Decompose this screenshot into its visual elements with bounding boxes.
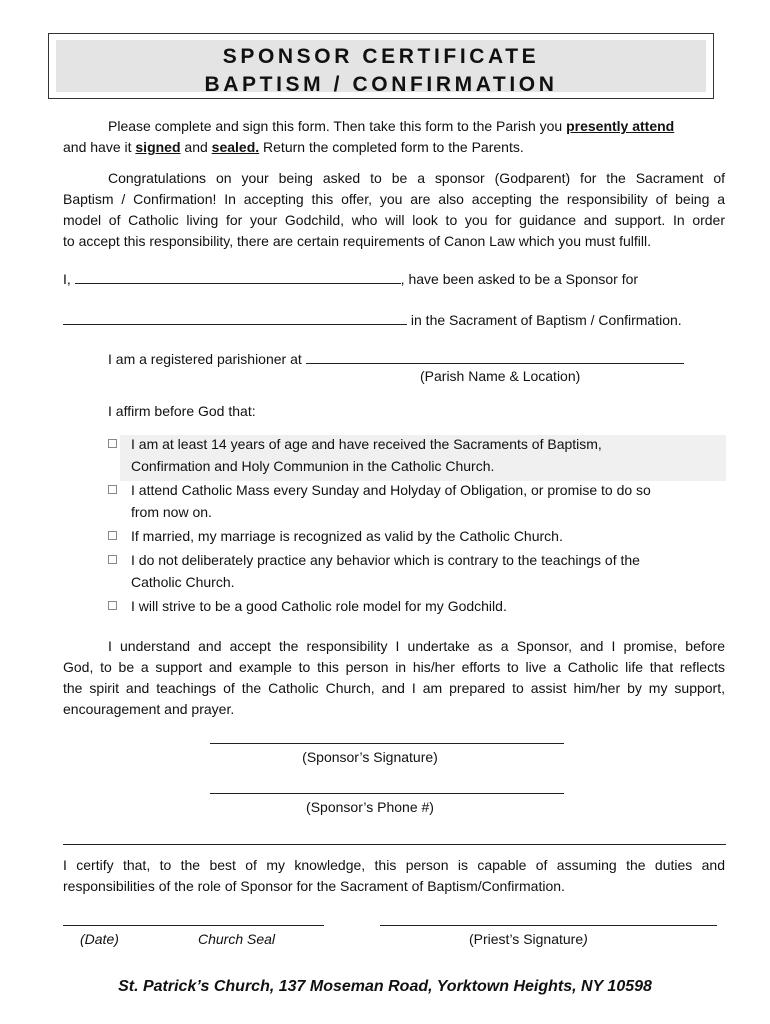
- affirmation-3-line-1: If married, my marriage is recognized as valid by the Catholic Church.: [131, 528, 563, 544]
- signed-emphasis: signed: [135, 139, 181, 155]
- instructions-text-2: and have it: [63, 139, 136, 155]
- checkbox-2[interactable]: [108, 485, 117, 494]
- date-seal-line[interactable]: [63, 925, 324, 926]
- section-divider: [63, 844, 726, 845]
- parish-line: [108, 349, 770, 370]
- instructions-text-3: Return the completed form to the Parents.: [259, 139, 524, 155]
- sponsor-name-field[interactable]: [75, 270, 401, 284]
- godchild-name-line: [63, 310, 725, 331]
- certify-line-2: responsibilities of the role of Sponsor for the Sacrament of Baptism/Confirmation.: [63, 878, 565, 894]
- asked-suffix: , have been asked to be a Sponsor for: [400, 271, 639, 287]
- affirmation-item-3: [108, 525, 728, 547]
- sealed-emphasis: sealed.: [211, 139, 260, 155]
- instructions-line-1: [108, 116, 770, 137]
- affirmation-2-line-2: from now on.: [131, 504, 212, 520]
- congrats-line-2: Baptism / Confirmation! In accepting this offer, you are also accepting the responsibility of being a: [63, 191, 725, 207]
- priest-signature-close: ): [583, 931, 588, 947]
- affirmation-item-5: [108, 595, 728, 617]
- date-label: (Date): [80, 931, 119, 947]
- affirmation-item-1: [108, 433, 728, 477]
- parish-field[interactable]: [306, 350, 684, 364]
- certify-line-1: I certify that, to the best of my knowledge, this person is capable of assuming the duties and: [63, 857, 725, 873]
- instructions-text-1: Please complete and sign this form. Then take this form to the Parish you: [108, 118, 567, 134]
- acceptance-line-4: encouragement and prayer.: [63, 701, 235, 717]
- priest-signature-text: (Priest’s Signature: [469, 931, 584, 947]
- registered-label: I am a registered parishioner at: [108, 351, 306, 367]
- sponsor-name-line: [63, 269, 725, 290]
- affirmation-5-line-1: I will strive to be a good Catholic role model for my Godchild.: [131, 598, 507, 614]
- sponsor-phone-label: (Sponsor’s Phone #): [306, 799, 434, 815]
- acceptance-line-3: the spirit and teachings of the Catholic Church, and I am prepared to assist him/her by my support,: [63, 680, 725, 696]
- i-prefix: I,: [63, 271, 71, 287]
- affirmation-4-line-1: I do not deliberately practice any behavior which is contrary to the teachings of the: [131, 552, 640, 568]
- congrats-line-4: to accept this responsibility, there are certain requirements of Canon Law which you must fulfill.: [63, 233, 652, 249]
- title-box: [48, 33, 714, 99]
- checkbox-4[interactable]: [108, 555, 117, 564]
- presently-attend-emphasis: presently attend: [566, 118, 675, 134]
- sponsor-signature-line[interactable]: [210, 743, 564, 744]
- checkbox-1[interactable]: [108, 439, 117, 448]
- church-seal-label: Church Seal: [198, 931, 276, 947]
- sponsor-signature-label: (Sponsor’s Signature): [302, 749, 438, 765]
- priest-signature-label: [469, 931, 588, 947]
- affirmation-1-line-1: I am at least 14 years of age and have received the Sacraments of Baptism,: [131, 436, 602, 452]
- godchild-name-field[interactable]: [63, 311, 407, 325]
- priest-signature-line[interactable]: [380, 925, 717, 926]
- affirmation-1-line-2: Confirmation and Holy Communion in the Catholic Church.: [131, 458, 495, 474]
- parish-hint: (Parish Name & Location): [420, 368, 581, 384]
- affirmation-item-2: [108, 479, 728, 523]
- title-line-1: SPONSOR CERTIFICATE: [222, 45, 540, 68]
- instructions-and: and: [180, 139, 212, 155]
- congrats-line-1: Congratulations on your being asked to be a sponsor (Godparent) for the Sacrament of: [108, 170, 725, 186]
- affirmation-2-line-1: I attend Catholic Mass every Sunday and Holyday of Obligation, or promise to do so: [131, 482, 651, 498]
- congrats-line-3: model of Catholic living for your Godchild, who will look to you for guidance and support. In order: [63, 212, 725, 228]
- title-banner: [56, 40, 706, 96]
- acceptance-line-1: I understand and accept the responsibility I undertake as a Sponsor, and I promise, before: [108, 638, 725, 654]
- sacrament-suffix: in the Sacrament of Baptism / Confirmation.: [407, 312, 682, 328]
- affirmation-4-line-2: Catholic Church.: [131, 574, 235, 590]
- church-address-footer: St. Patrick’s Church, 137 Moseman Road, Yorktown Heights, NY 10598: [118, 978, 652, 995]
- instructions-line-2: [63, 137, 725, 158]
- affirmation-item-4: [108, 549, 728, 593]
- affirm-heading: I affirm before God that:: [108, 403, 256, 419]
- title-line-2: BAPTISM / CONFIRMATION: [204, 73, 558, 96]
- checkbox-3[interactable]: [108, 531, 117, 540]
- acceptance-line-2: God, to be a support and example to this person in his/her efforts to live a Catholic life that reflects: [63, 659, 725, 675]
- sponsor-phone-line[interactable]: [210, 793, 564, 794]
- checkbox-5[interactable]: [108, 601, 117, 610]
